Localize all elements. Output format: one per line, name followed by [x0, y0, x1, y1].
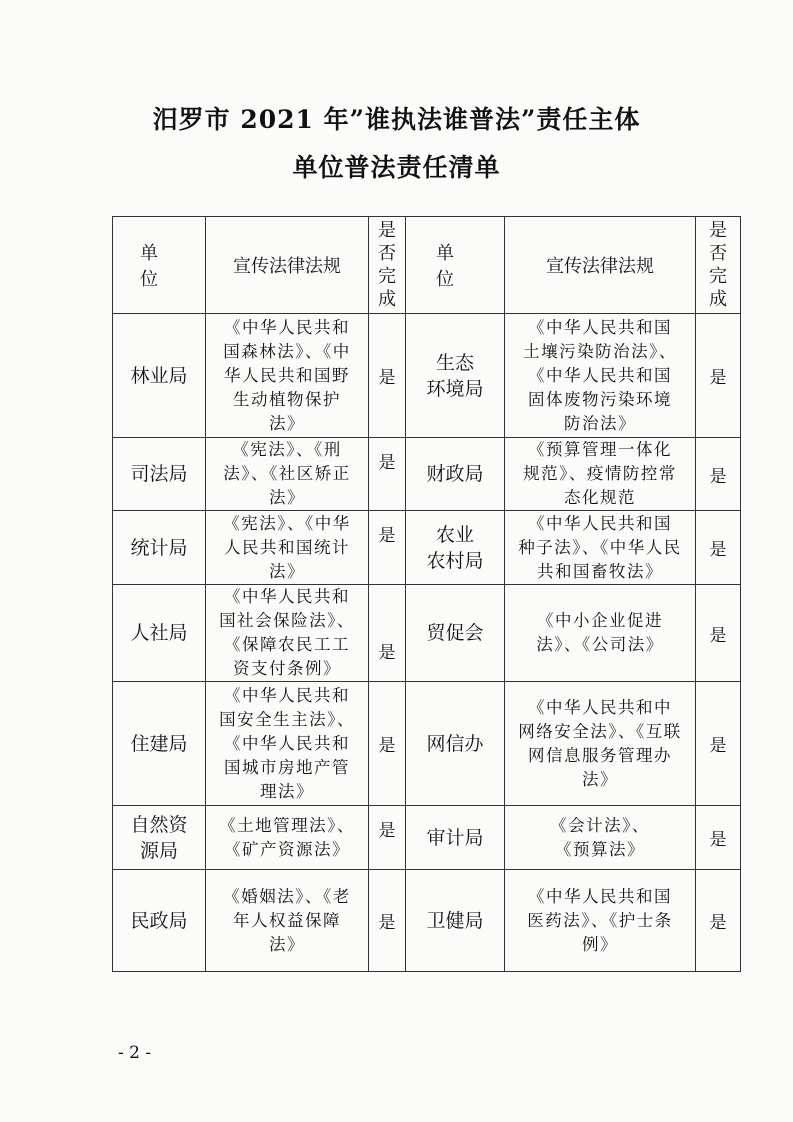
laws-right: 《会计法》、 《预算法》	[505, 806, 696, 870]
done-right: 是	[696, 870, 741, 972]
done-left: 是	[369, 314, 406, 438]
done-right: 是	[696, 314, 741, 438]
unit-name-left: 自然资 源局	[113, 806, 206, 870]
header-laws-left: 宣传法律法规	[206, 217, 369, 314]
laws-left: 《婚姻法》、《老 年人权益保障 法》	[206, 870, 369, 972]
header-done-left: 是 否 完 成	[369, 217, 406, 314]
unit-name-left: 民政局	[113, 870, 206, 972]
done-left: 是	[369, 870, 406, 972]
done-right: 是	[696, 585, 741, 682]
table-header-row	[113, 217, 741, 314]
table-row	[113, 806, 741, 870]
laws-right: 《中华人民共和国 医药法》、《护士条 例》	[505, 870, 696, 972]
done-right: 是	[696, 438, 741, 511]
laws-left: 《宪法》、《中华 人民共和国统计 法》	[206, 511, 369, 585]
table-row	[113, 314, 741, 438]
done-right: 是	[696, 806, 741, 870]
unit-name-right: 网信办	[406, 682, 505, 806]
laws-right: 《中华人民共和国 种子法》、《中华人民 共和国畜牧法》	[505, 511, 696, 585]
laws-right: 《预算管理一体化 规范》、疫情防控常 态化规范	[505, 438, 696, 511]
done-left: 是	[369, 682, 406, 806]
laws-left: 《土地管理法》、 《矿产资源法》	[206, 806, 369, 870]
header-done-right: 是 否 完 成	[696, 217, 741, 314]
header-unit-right: 单 位	[406, 217, 505, 314]
unit-name-left: 林业局	[113, 314, 206, 438]
laws-right: 《中华人民共和中 网络安全法》、《互联 网信息服务管理办 法》	[505, 682, 696, 806]
unit-name-left: 司法局	[113, 438, 206, 511]
unit-name-right: 财政局	[406, 438, 505, 511]
laws-right: 《中小企业促进 法》、《公司法》	[505, 585, 696, 682]
header-laws-right: 宣传法律法规	[505, 217, 696, 314]
unit-name-right: 农业 农村局	[406, 511, 505, 585]
unit-name-left: 住建局	[113, 682, 206, 806]
document-title-line1: 汨罗市 2021 年”谁执法谁普法”责任主体	[152, 105, 641, 134]
done-right: 是	[696, 682, 741, 806]
laws-left: 《中华人民共和 国安全生主法》、 《中华人民共和 国城市房地产管 理法》	[206, 682, 369, 806]
table-row	[113, 511, 741, 585]
unit-name-right: 贸促会	[406, 585, 505, 682]
page-number: - 2 -	[118, 1043, 152, 1063]
unit-name-left: 人社局	[113, 585, 206, 682]
unit-name-left: 统计局	[113, 511, 206, 585]
table-row	[113, 438, 741, 511]
document-title-line2: 单位普法责任清单	[292, 153, 501, 182]
unit-name-right: 审计局	[406, 806, 505, 870]
table-row	[113, 870, 741, 972]
laws-left: 《中华人民共和 国森林法》、《中 华人民共和国野 生动植物保护 法》	[206, 314, 369, 438]
unit-name-right: 生态 环境局	[406, 314, 505, 438]
header-unit-left: 单 位	[113, 217, 206, 314]
done-left: 是	[369, 511, 406, 585]
done-left: 是	[369, 585, 406, 682]
unit-name-right: 卫健局	[406, 870, 505, 972]
laws-right: 《中华人民共和国 土壤污染防治法》、 《中华人民共和国 固体废物污染环境 防治法》	[505, 314, 696, 438]
laws-left: 《宪法》、《刑 法》、《社区矫正 法》	[206, 438, 369, 511]
laws-left: 《中华人民共和 国社会保险法》、 《保障农民工工 资支付条例》	[206, 585, 369, 682]
done-left: 是	[369, 438, 406, 511]
done-left: 是	[369, 806, 406, 870]
table-row	[113, 585, 741, 682]
done-right: 是	[696, 511, 741, 585]
responsibility-table	[112, 216, 741, 972]
table-row	[113, 682, 741, 806]
